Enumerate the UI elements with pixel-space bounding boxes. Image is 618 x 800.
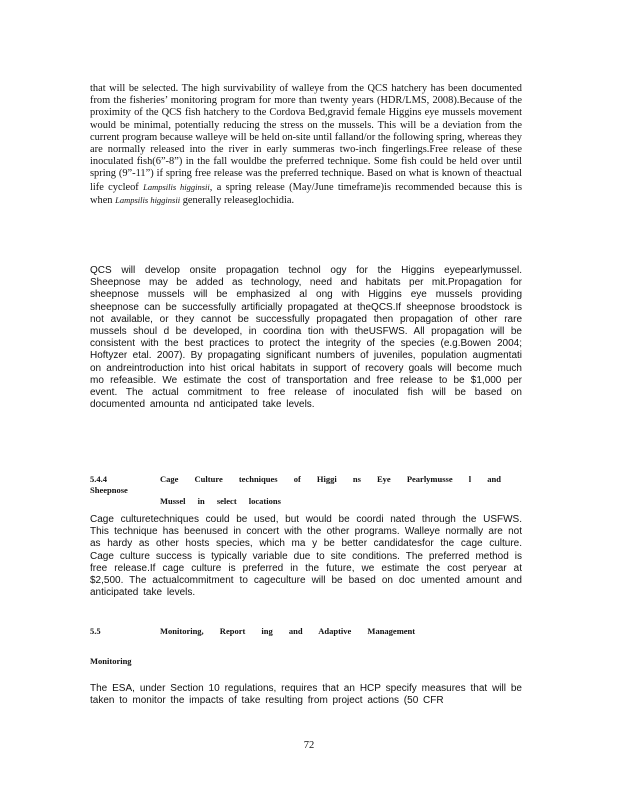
section-number: 5.5: [90, 626, 101, 636]
paragraph-walleye-release: [90, 83, 522, 207]
paragraph-cage-culture: Cage culturetechniques could be used, but would be coordi nated through the USFWS. This technique has beenused in concert with the other programs. Walleye normally are not as hardy as other hosts species, which ma y be better candidatesfor the cage culture. Cage culture success is typically variable due to site conditions. The preferred method is free release.If cage culture is preferred in the future, we estimate the cost peryear at $2,500. The actualcommitment to cageculture will be based on doc umented amount and anticipated take levels.: [90, 514, 522, 599]
paragraph-text: generally releaseglochidia.: [182, 194, 295, 206]
section-number: 5.4.4: [90, 474, 107, 484]
species-name: Lampsilis higginsii: [143, 181, 210, 192]
paragraph-text: that will be selected. The high survivability of walleye from the QCS hatchery has been documented from the fisheries’ monitoring program for more than twenty years (HDR/LMS, 2008).Because of the proximity of the QCS fish hatchery to the Cordova Bed,gravid female Higgins eye mussels movement would be minimal, potentially reducing the stress on the mussels. This will be a deviation from the current program because walleye will be held on-site until falland/or the following spring, whereas they are normally released into the river in early summeras two-inch fingerlings.Free release of these inoculated fish(6”-8”) in the fall wouldbe the preferred technique. Some fish could be held over until spring (9”-11”) if spring free release was the preferred technique. Based on what is known of theactual life cycleof: [90, 83, 522, 193]
paragraph-text: , a spring release (May/June timeframe)is recommended because this is when: [90, 181, 522, 206]
section-heading-5-5: [90, 626, 522, 637]
page-number: 72: [303, 740, 315, 751]
section-title: Cage Culture techniques of Higgi ns Eye Pearlymusse l and Sheepnose: [90, 474, 501, 495]
section-heading-5-4-4: [90, 474, 522, 507]
section-title: Monitoring, Report ing and Adaptive Management: [160, 626, 416, 636]
species-name: Lampsilis higginsii: [115, 194, 181, 205]
section-title-continued: Mussel in select locations: [160, 496, 281, 506]
subheading-monitoring: Monitoring: [90, 656, 132, 666]
paragraph-propagation: QCS will develop onsite propagation technol ogy for the Higgins eyepearlymussel. Sheepnose may be added as technology, need and habitats per mit.Propagation for sheepnose mussels will be emphasized al ong with Higgins eye mussels providing sheepnose can be successfully artificially propagated at theQCS.If sheepnose broodstock is not available, or they cannot be successfully propagated then propagation of other rare mussels shoul d be developed, in coordina tion with theUSFWS. All propagation will be consistent with the best practices to protect the integrity of the species (e.g.Bowen 2004; Hoftyzer etal. 2007). By propagating significant numbers of juveniles, population augmentati on andreintroduction into hist orical habitats in support of recovery goals will become much mo refeasible. We estimate the cost of transportation and free release to be $1,000 per event. The actual commitment to free release of inoculated fish will be based on documented amounta nd anticipated take levels.: [90, 265, 522, 411]
paragraph-esa-monitoring: The ESA, under Section 10 regulations, requires that an HCP specify measures that will be taken to monitor the impacts of take resulting from project actions (50 CFR: [90, 683, 522, 707]
